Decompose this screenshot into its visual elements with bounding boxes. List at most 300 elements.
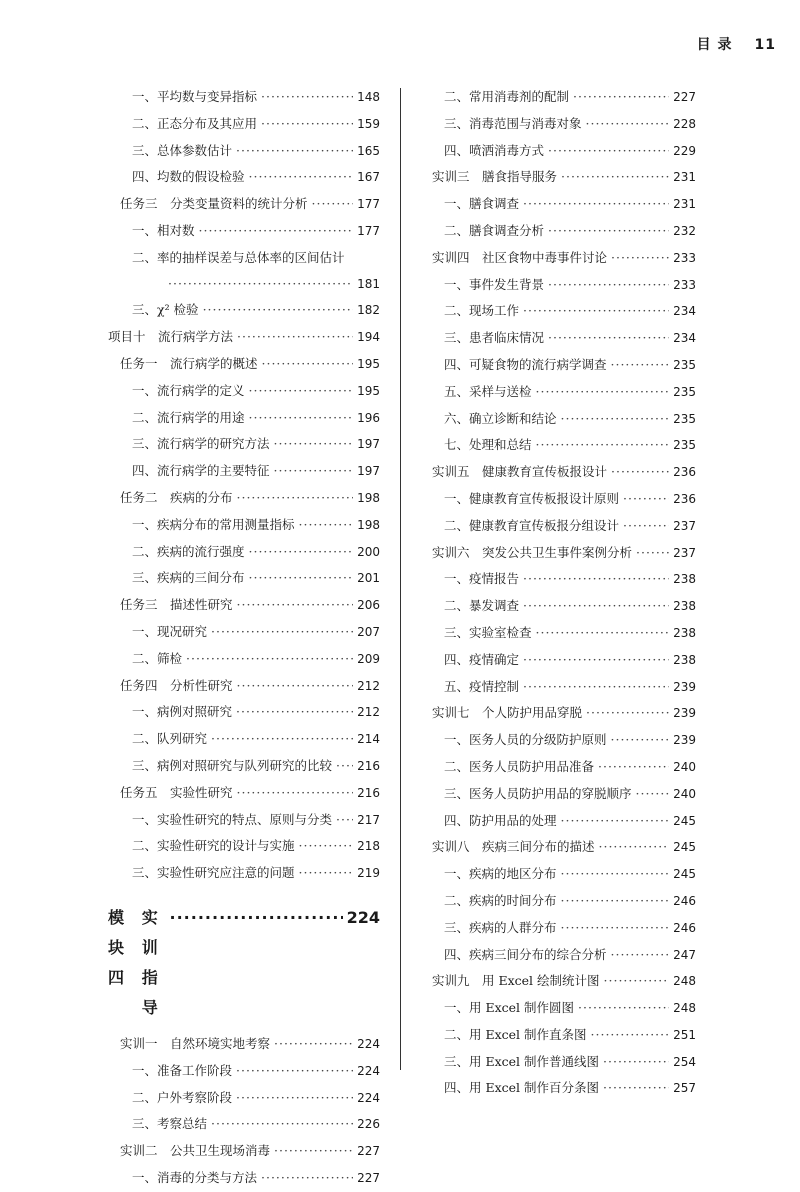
toc-entry[interactable] (432, 218, 696, 245)
toc-entry-page: 218 (357, 839, 380, 854)
toc-entry[interactable] (108, 1031, 380, 1058)
toc-entry[interactable] (432, 138, 696, 165)
leader-dots (237, 324, 353, 350)
toc-entry-page: 235 (673, 357, 696, 372)
toc-entry-title: 四、疾病三间分布的综合分析 (444, 946, 607, 962)
toc-entry-page: 216 (357, 758, 380, 773)
toc-entry[interactable] (432, 540, 696, 567)
toc-entry-page: 245 (673, 840, 696, 855)
toc-entry[interactable] (432, 727, 696, 754)
toc-entry[interactable] (432, 379, 696, 406)
toc-entry[interactable] (432, 486, 696, 513)
leader-dots (211, 619, 353, 645)
leader-dots (261, 1165, 353, 1191)
module-title: 实训指导 (141, 907, 158, 1017)
toc-entry-page: 229 (673, 143, 696, 158)
toc-entry-page: 237 (673, 545, 696, 560)
toc-entry-page: 212 (357, 705, 380, 720)
toc-entry-title: 四、防护用品的处理 (444, 812, 557, 828)
toc-entry-page: 228 (673, 116, 696, 131)
toc-entry-page: 217 (357, 812, 380, 827)
leader-dots (598, 754, 669, 780)
leader-dots (561, 888, 670, 914)
toc-entry-page: 248 (673, 1001, 696, 1016)
toc-entry-page: 212 (357, 678, 380, 693)
leader-dots (249, 539, 354, 565)
leader-dots (611, 245, 669, 271)
toc-entry-page: 159 (357, 116, 380, 131)
leader-dots (237, 673, 354, 699)
leader-dots (604, 968, 670, 994)
toc-entry-title: 实训九 用 Excel 绘制统计图 (432, 973, 600, 989)
module-page: 224 (346, 907, 380, 927)
column-divider (400, 88, 401, 1070)
toc-entry[interactable] (432, 325, 696, 352)
leader-dots (611, 942, 670, 968)
toc-entry[interactable] (108, 619, 380, 646)
toc-entry[interactable] (432, 164, 696, 191)
leader-dots (237, 485, 354, 511)
toc-entry-title: 四、喷洒消毒方式 (444, 142, 545, 158)
leader-dots (603, 1049, 669, 1075)
toc-entry-page: 233 (673, 250, 696, 265)
toc-entry[interactable] (108, 485, 380, 512)
leader-dots (249, 565, 354, 591)
toc-entry[interactable] (432, 593, 696, 620)
toc-left-after-list (108, 1031, 380, 1192)
toc-entry[interactable] (108, 833, 380, 860)
toc-entry[interactable] (108, 726, 380, 753)
toc-entry-page: 227 (673, 90, 696, 104)
toc-entry-page: 231 (673, 197, 696, 212)
leader-dots (262, 351, 354, 377)
leader-dots (274, 1138, 353, 1164)
page-header (697, 34, 776, 54)
leader-dots (236, 138, 353, 164)
toc-entry[interactable] (432, 566, 696, 593)
toc-entry[interactable] (108, 512, 380, 539)
header-title: 目 录 (696, 37, 733, 53)
toc-entry-page: 219 (357, 866, 380, 881)
toc-entry-page: 245 (673, 867, 696, 882)
toc-entry[interactable] (108, 351, 380, 378)
toc-entry-page: 231 (673, 170, 696, 185)
toc-entry-page: 224 (357, 1063, 380, 1078)
toc-entry-page: 197 (357, 464, 380, 479)
toc-entry-page: 198 (357, 517, 380, 532)
toc-entry-title: 三、消毒范围与消毒对象 (444, 115, 582, 131)
toc-entry-page: 195 (357, 383, 380, 398)
toc-entry-title: 一、疫情报告 (444, 571, 520, 587)
toc-entry-title: 实训七 个人防护用品穿脱 (432, 705, 583, 721)
toc-entry-page: 167 (357, 170, 380, 185)
toc-entry-title: 二、筛检 (132, 650, 183, 666)
toc-entry-page: 239 (673, 679, 696, 694)
toc-entry-page: 209 (357, 651, 380, 666)
toc-entry-title: 四、用 Excel 制作百分条图 (444, 1080, 600, 1096)
leader-dots (611, 352, 670, 378)
toc-entry-page: 196 (357, 410, 380, 425)
leader-dots (236, 1058, 353, 1084)
toc-entry-page: 233 (673, 277, 696, 292)
toc-entry-title: 二、膳食调查分析 (444, 222, 545, 238)
leader-dots (523, 566, 669, 592)
toc-entry[interactable] (108, 592, 380, 619)
toc-entry-page: 181 (357, 276, 380, 291)
toc-entry-page: 234 (673, 304, 696, 319)
toc-entry[interactable] (108, 458, 380, 485)
leader-dots (548, 218, 669, 244)
toc-entry-title: 二、户外考察阶段 (132, 1089, 233, 1105)
toc-entry[interactable] (108, 378, 380, 405)
toc-entry[interactable] (432, 459, 696, 486)
toc-entry-page: 182 (357, 303, 380, 318)
leader-dots (186, 646, 353, 672)
leader-dots (299, 512, 354, 538)
toc-entry-page: 195 (357, 356, 380, 371)
toc-entry[interactable] (432, 245, 696, 272)
toc-entry[interactable] (108, 699, 380, 726)
toc-entry-title: 一、相对数 (132, 222, 195, 238)
toc-entry-title: 二、常用消毒剂的配制 (444, 89, 570, 104)
toc-entry[interactable] (108, 218, 380, 245)
toc-entry-page: 224 (357, 1090, 380, 1105)
toc-entry-page: 200 (357, 544, 380, 559)
toc-entry[interactable] (432, 781, 696, 808)
toc-entry[interactable] (108, 1165, 380, 1192)
toc-entry[interactable] (108, 164, 380, 191)
toc-entry[interactable] (432, 995, 696, 1022)
toc-entry[interactable] (108, 860, 380, 887)
leader-dots (523, 674, 669, 700)
leader-dots (591, 1022, 670, 1048)
toc-entry-page: 197 (357, 437, 380, 452)
toc-entry[interactable] (108, 324, 380, 351)
leader-dots (312, 191, 354, 217)
toc-entry-page: 227 (357, 1170, 380, 1185)
toc-right-list (432, 84, 696, 1102)
toc-entry-page: 236 (673, 465, 696, 480)
toc-entry-page: 246 (673, 920, 696, 935)
leader-dots (523, 647, 669, 673)
toc-entry[interactable] (432, 298, 696, 325)
toc-entry-page: 165 (357, 143, 380, 158)
toc-entry-title: 二、疾病的流行强度 (132, 543, 245, 559)
module-label: 模块四 (108, 907, 125, 987)
toc-entry-title: 五、采样与送检 (444, 383, 532, 399)
toc-entry[interactable] (432, 406, 696, 433)
toc-entry-title: 实训三 膳食指导服务 (432, 169, 558, 185)
toc-entry[interactable] (108, 539, 380, 566)
leader-dots (578, 995, 669, 1021)
leader-dots (274, 1031, 353, 1057)
leader-dots (237, 592, 354, 618)
toc-entry-title: 三、χ² 检验 (132, 302, 199, 318)
toc-entry-title: 二、疾病的时间分布 (444, 892, 557, 908)
toc-entry-title: 一、现况研究 (132, 623, 208, 639)
toc-entry[interactable] (108, 753, 380, 780)
toc-entry[interactable] (432, 620, 696, 647)
toc-entry-page: 198 (357, 490, 380, 505)
toc-entry[interactable] (108, 565, 380, 592)
leader-dots (299, 833, 354, 859)
toc-entry-page: 226 (357, 1117, 380, 1132)
toc-entry-title: 一、病例对照研究 (132, 704, 233, 720)
toc-entry-title: 一、健康教育宣传板报设计原则 (444, 490, 620, 506)
leader-dots (536, 379, 670, 405)
toc-entry[interactable] (432, 888, 696, 915)
toc-entry-title: 二、用 Excel 制作直条图 (444, 1026, 587, 1042)
leader-dots (336, 753, 353, 779)
leader-dots (548, 138, 669, 164)
toc-entry-page: 257 (673, 1081, 696, 1096)
toc-entry-page: 247 (673, 947, 696, 962)
toc-entry-page: 206 (357, 598, 380, 613)
toc-entry[interactable] (108, 297, 380, 324)
toc-left-column (108, 84, 380, 1192)
toc-entry[interactable] (432, 942, 696, 969)
toc-entry[interactable] (108, 245, 380, 271)
toc-entry-page: 240 (673, 786, 696, 801)
toc-entry[interactable] (432, 84, 696, 111)
header-page-number: 11 (754, 37, 776, 53)
toc-entry[interactable] (432, 352, 696, 379)
toc-entry-page: 245 (673, 813, 696, 828)
toc-entry[interactable] (432, 968, 696, 995)
toc-entry[interactable] (108, 138, 380, 165)
toc-entry[interactable] (432, 191, 696, 218)
leader-dots (261, 111, 353, 137)
toc-entry[interactable] (108, 1058, 380, 1085)
toc-entry[interactable] (432, 674, 696, 701)
toc-entry[interactable] (432, 1075, 696, 1102)
leader-dots (623, 513, 669, 539)
toc-entry-title: 一、准备工作阶段 (132, 1062, 233, 1078)
leader-dots (274, 431, 354, 457)
toc-entry[interactable] (108, 84, 380, 111)
leader-dots (561, 861, 670, 887)
toc-entry-title: 实训五 健康教育宣传板报设计 (432, 464, 608, 480)
toc-entry[interactable] (432, 700, 696, 727)
leader-dots (523, 593, 669, 619)
toc-entry-title: 二、健康教育宣传板报分组设计 (444, 517, 620, 533)
leader-dots (261, 84, 353, 110)
toc-entry-title: 二、正态分布及其应用 (132, 115, 258, 131)
leader-dots (249, 405, 354, 431)
leader-dots (548, 325, 669, 351)
toc-entry-title: 任务五 实验性研究 (120, 784, 233, 800)
toc-entry-title: 任务二 疾病的分布 (120, 489, 233, 505)
toc-entry-page: 246 (673, 893, 696, 908)
toc-entry-page: 216 (357, 785, 380, 800)
toc-entry-title: 四、均数的假设检验 (132, 169, 245, 185)
toc-entry-title: 三、总体参数估计 (132, 142, 233, 158)
leader-dots (299, 860, 354, 886)
toc-entry[interactable] (108, 1138, 380, 1165)
toc-entry-page: 240 (673, 759, 696, 774)
toc-right-column (432, 84, 696, 1102)
leader-dots (561, 808, 670, 834)
toc-entry-title: 实训六 突发公共卫生事件案例分析 (432, 544, 633, 560)
toc-entry-title: 一、膳食调查 (444, 196, 520, 212)
leader-dots (336, 807, 353, 833)
toc-entry-page: 236 (673, 491, 696, 506)
toc-entry[interactable] (108, 646, 380, 673)
toc-entry-page: 238 (673, 625, 696, 640)
toc-entry-page: 177 (357, 223, 380, 238)
leader-dots (536, 432, 670, 458)
toc-entry-title: 五、疫情控制 (444, 678, 520, 694)
toc-left-list (108, 84, 380, 887)
toc-entry-title: 三、实验性研究应注意的问题 (132, 865, 295, 881)
toc-entry[interactable] (432, 861, 696, 888)
toc-entry-page: 237 (673, 518, 696, 533)
leader-dots (170, 903, 343, 933)
toc-entry-title: 四、可疑食物的流行病学调查 (444, 356, 607, 372)
toc-entry[interactable] (432, 808, 696, 835)
toc-entry[interactable] (108, 780, 380, 807)
leader-dots (623, 486, 669, 512)
leader-dots (611, 459, 669, 485)
leader-dots (586, 111, 670, 137)
toc-entry-title: 七、处理和总结 (444, 437, 532, 453)
toc-entry-page: 235 (673, 384, 696, 399)
toc-entry-title: 一、疾病的地区分布 (444, 866, 557, 882)
leader-dots (611, 727, 670, 753)
toc-entry-title: 一、实验性研究的特点、原则与分类 (132, 811, 333, 827)
leader-dots (561, 406, 670, 432)
leader-dots (168, 271, 353, 297)
toc-entry-page: 248 (673, 974, 696, 989)
toc-entry-page: 194 (357, 330, 380, 345)
toc-entry-title: 一、疾病分布的常用测量指标 (132, 516, 295, 532)
toc-entry-title: 四、疫情确定 (444, 651, 520, 667)
toc-entry-title: 一、平均数与变异指标 (132, 89, 258, 104)
leader-dots (599, 834, 670, 860)
toc-entry-page: 224 (357, 1036, 380, 1051)
toc-entry[interactable] (432, 834, 696, 861)
leader-dots (211, 1111, 353, 1137)
toc-entry[interactable] (432, 1022, 696, 1049)
toc-entry-page: 148 (357, 90, 380, 104)
leader-dots (236, 699, 353, 725)
module-heading[interactable] (108, 903, 380, 1023)
leader-dots (586, 700, 669, 726)
toc-entry-title: 三、实验室检查 (444, 624, 532, 640)
toc-entry-page: 254 (673, 1054, 696, 1069)
toc-entry-page: 214 (357, 732, 380, 747)
toc-entry-page: 207 (357, 624, 380, 639)
toc-entry[interactable] (108, 673, 380, 700)
leader-dots (636, 540, 669, 566)
leader-dots (603, 1075, 669, 1101)
toc-entry[interactable] (108, 111, 380, 138)
toc-entry[interactable] (108, 431, 380, 458)
toc-entry-title: 三、疾病的人群分布 (444, 919, 557, 935)
toc-entry-page: 239 (673, 733, 696, 748)
toc-entry-title: 二、率的抽样误差与总体率的区间估计 (132, 249, 345, 265)
toc-entry-page: 238 (673, 652, 696, 667)
leader-dots (636, 781, 670, 807)
toc-entry-title: 实训一 自然环境实地考察 (120, 1035, 271, 1051)
toc-entry-page: 201 (357, 571, 380, 586)
toc-entry-page: 232 (673, 223, 696, 238)
toc-entry-page: 235 (673, 438, 696, 453)
toc-entry-page: 177 (357, 197, 380, 212)
toc-entry-title: 六、确立诊断和结论 (444, 410, 557, 426)
leader-dots (203, 297, 354, 323)
toc-entry[interactable] (108, 405, 380, 432)
toc-entry[interactable] (432, 1049, 696, 1076)
toc-entry-title: 二、现场工作 (444, 303, 520, 319)
toc-entry-title: 一、医务人员的分级防护原则 (444, 732, 607, 748)
toc-entry-title: 实训八 疾病三间分布的描述 (432, 839, 595, 855)
toc-entry[interactable] (432, 111, 696, 138)
leader-dots (536, 620, 670, 646)
toc-entry[interactable] (108, 1111, 380, 1138)
toc-entry[interactable] (108, 807, 380, 834)
leader-dots (237, 780, 354, 806)
leader-dots (548, 272, 669, 298)
toc-entry-title: 任务三 描述性研究 (120, 597, 233, 613)
toc-entry-title: 三、用 Excel 制作普通线图 (444, 1053, 600, 1069)
toc-entry-title: 二、流行病学的用途 (132, 409, 245, 425)
toc-entry-title: 三、病例对照研究与队列研究的比较 (132, 757, 333, 773)
toc-entry-page: 238 (673, 599, 696, 614)
toc-entry-title: 三、医务人员防护用品的穿脱顺序 (444, 785, 632, 801)
leader-dots (249, 164, 354, 190)
leader-dots (211, 726, 353, 752)
toc-entry-page: 234 (673, 331, 696, 346)
leader-dots (199, 218, 354, 244)
toc-entry-title: 一、用 Excel 制作圆图 (444, 1000, 575, 1016)
toc-entry[interactable] (432, 915, 696, 942)
toc-entry-title: 四、流行病学的主要特征 (132, 463, 270, 479)
toc-entry-title: 一、消毒的分类与方法 (132, 1169, 258, 1185)
toc-entry-title: 实训二 公共卫生现场消毒 (120, 1143, 271, 1159)
toc-entry[interactable] (108, 1085, 380, 1112)
toc-entry-title: 二、实验性研究的设计与实施 (132, 838, 295, 854)
toc-entry[interactable] (432, 647, 696, 674)
leader-dots (573, 84, 669, 110)
toc-entry[interactable] (108, 191, 380, 218)
toc-entry[interactable] (432, 432, 696, 459)
leader-dots (274, 458, 354, 484)
toc-entry[interactable] (432, 754, 696, 781)
leader-dots (561, 915, 670, 941)
toc-entry[interactable] (108, 271, 380, 298)
toc-entry-title: 项目十 流行病学方法 (108, 329, 234, 345)
toc-entry-title: 二、医务人员防护用品准备 (444, 758, 595, 774)
leader-dots (523, 298, 669, 324)
toc-entry[interactable] (432, 513, 696, 540)
toc-entry-title: 一、事件发生背景 (444, 276, 545, 292)
toc-entry-page: 235 (673, 411, 696, 426)
toc-entry-title: 任务一 流行病学的概述 (120, 355, 258, 371)
leader-dots (249, 378, 354, 404)
toc-entry-title: 实训四 社区食物中毒事件讨论 (432, 249, 608, 265)
leader-dots (523, 191, 669, 217)
toc-entry-title: 三、考察总结 (132, 1116, 208, 1132)
toc-entry-title: 一、流行病学的定义 (132, 382, 245, 398)
toc-entry-page: 239 (673, 706, 696, 721)
leader-dots (236, 1085, 353, 1111)
toc-entry-title: 任务四 分析性研究 (120, 677, 233, 693)
toc-entry-title: 三、疾病的三间分布 (132, 570, 245, 586)
toc-entry-title: 任务三 分类变量资料的统计分析 (120, 196, 308, 212)
toc-entry-title: 二、暴发调查 (444, 598, 520, 614)
toc-entry[interactable] (432, 272, 696, 299)
